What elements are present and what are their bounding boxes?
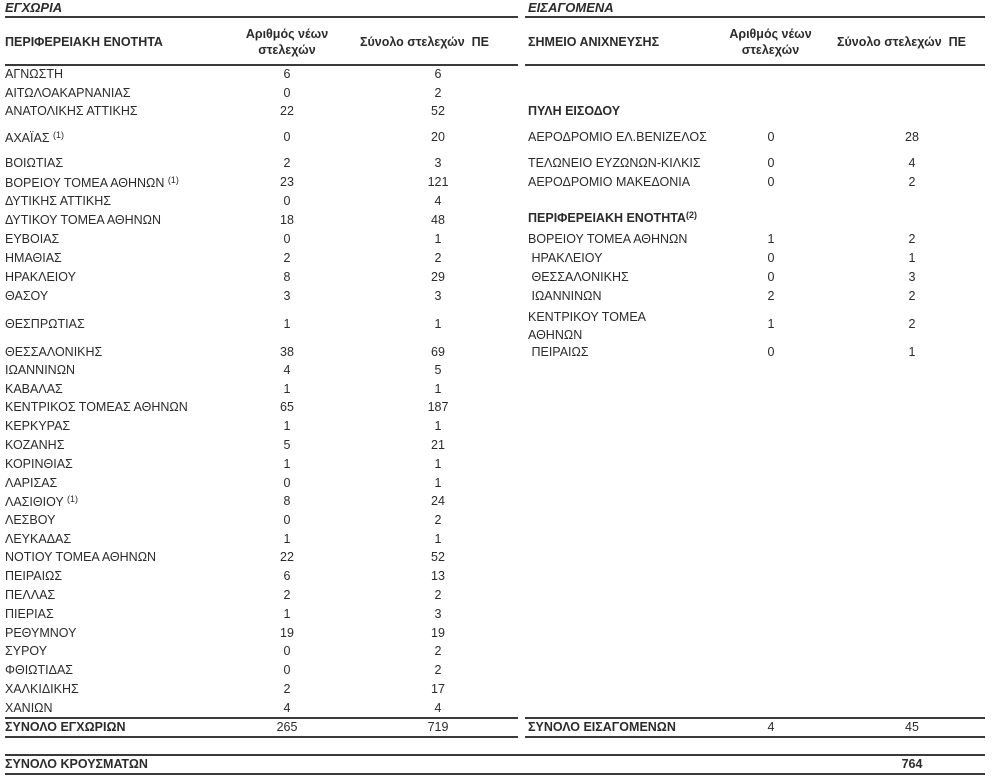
domestic-total-bottom-rule xyxy=(5,736,518,738)
new-strains-value: 1 xyxy=(283,607,291,621)
region-name-text: ΔΥΤΙΚΗΣ ΑΤΤΙΚΗΣ xyxy=(5,194,111,208)
total-strains-value: 1 xyxy=(908,251,916,265)
region-name xyxy=(5,382,63,396)
total-strains-value: 2 xyxy=(908,175,916,189)
domestic-title-rule xyxy=(5,16,518,18)
new-strains-value: 2 xyxy=(283,682,291,696)
new-strains-value: 1 xyxy=(283,317,291,331)
region-name xyxy=(5,419,70,433)
total-strains-value: 187 xyxy=(427,400,449,414)
total-strains-value: 1 xyxy=(434,382,442,396)
new-strains-value: 1 xyxy=(283,419,291,433)
total-strains-value: 19 xyxy=(431,626,445,640)
region-name-text: ΠΕΛΛΑΣ xyxy=(5,588,56,602)
region-name-text: ΘΕΣΠΡΩΤΙΑΣ xyxy=(5,317,85,331)
region-name-text: ΕΥΒΟΙΑΣ xyxy=(5,232,60,246)
imported-header-name: ΣΗΜΕΙΟ ΑΝΙΧΝΕΥΣΗΣ xyxy=(528,35,660,49)
total-strains-value: 2 xyxy=(434,86,442,100)
region-name xyxy=(5,513,55,527)
region-name-text: ΦΘΙΩΤΙΔΑΣ xyxy=(5,663,74,677)
region-name xyxy=(5,317,85,331)
total-strains-value: 2 xyxy=(434,251,442,265)
region-name xyxy=(5,270,76,284)
footnote-marker: (1) xyxy=(67,494,78,504)
new-strains-value: 2 xyxy=(283,156,291,170)
imported-header-total: Σύνολο στελεχών ΠΕ xyxy=(837,35,966,49)
region-name-text: ΧΑΝΙΩΝ xyxy=(5,701,53,715)
region-name xyxy=(5,626,76,640)
new-strains-value: 0 xyxy=(283,513,291,527)
region-name-text: ΚΟΖΑΝΗΣ xyxy=(5,438,65,452)
new-strains-value: 6 xyxy=(283,67,291,81)
region-name xyxy=(5,494,78,509)
region-name xyxy=(5,251,62,265)
total-strains-value: 2 xyxy=(908,232,916,246)
region-name-text: ΛΑΡΙΣΑΣ xyxy=(5,476,58,490)
domestic-header-new: Αριθμός νέων στελεχών xyxy=(245,27,329,57)
total-strains-value: 3 xyxy=(434,607,442,621)
region-name-text: ΒΟΙΩΤΙΑΣ xyxy=(5,156,64,170)
grand-total-value: 764 xyxy=(901,757,923,771)
grand-total-bottom-rule xyxy=(5,773,985,775)
detection-point-name: ΘΕΣΣΑΛΟΝΙΚΗΣ xyxy=(528,270,629,284)
total-strains-value: 6 xyxy=(434,67,442,81)
total-strains-value: 2 xyxy=(908,289,916,303)
region-name xyxy=(5,550,156,564)
group-label xyxy=(528,104,620,118)
region-name xyxy=(5,156,63,170)
region-name-text: ΘΑΣΟΥ xyxy=(5,289,49,303)
region-name xyxy=(5,363,75,377)
total-strains-value: 4 xyxy=(434,701,442,715)
total-strains-value: 2 xyxy=(434,588,442,602)
new-strains-value: 3 xyxy=(283,289,291,303)
imported-total-label: ΣΥΝΟΛΟ ΕΙΣΑΓΟΜΕΝΩΝ xyxy=(528,720,676,734)
total-strains-value: 1 xyxy=(434,457,442,471)
region-name xyxy=(5,289,48,303)
region-name xyxy=(5,701,53,715)
new-strains-value: 22 xyxy=(280,550,294,564)
region-name-text: ΚΕΡΚΥΡΑΣ xyxy=(5,419,71,433)
region-name-text: ΣΥΡΟΥ xyxy=(5,644,48,658)
region-name xyxy=(5,532,71,546)
total-strains-value: 1 xyxy=(434,232,442,246)
region-name-text: ΚΕΝΤΡΙΚΟΣ ΤΟΜΕΑΣ ΑΘΗΝΩΝ xyxy=(5,400,188,414)
domestic-section-title: ΕΓΧΩΡΙΑ xyxy=(5,0,63,15)
region-name-text: ΠΕΙΡΑΙΩΣ xyxy=(5,569,63,583)
detection-point-name: ΑΕΡΟΔΡΟΜΙΟ ΜΑΚΕΔΟΝΙΑ xyxy=(528,175,691,189)
total-strains-value: 4 xyxy=(434,194,442,208)
region-name xyxy=(5,232,59,246)
region-name xyxy=(5,588,55,602)
region-name-text: ΘΕΣΣΑΛΟΝΙΚΗΣ xyxy=(5,345,103,359)
region-name-text: ΑΝΑΤΟΛΙΚΗΣ ΑΤΤΙΚΗΣ xyxy=(5,104,138,118)
detection-point-name: ΑΕΡΟΔΡΟΜΙΟ ΕΛ.ΒΕΝΙΖΕΛΟΣ xyxy=(528,130,707,144)
new-strains-value: 1 xyxy=(283,382,291,396)
region-name-text: ΛΕΥΚΑΔΑΣ xyxy=(5,532,72,546)
footnote-marker: (1) xyxy=(53,130,65,140)
detection-point-name: ΠΕΙΡΑΙΩΣ xyxy=(528,345,589,359)
total-strains-value: 69 xyxy=(431,345,445,359)
new-strains-value: 0 xyxy=(767,251,775,265)
total-strains-value: 1 xyxy=(434,317,442,331)
new-strains-value: 6 xyxy=(283,569,291,583)
new-strains-value: 1 xyxy=(767,317,775,331)
total-strains-value: 121 xyxy=(427,175,449,189)
total-strains-value: 21 xyxy=(431,438,445,452)
imported-total-top-rule xyxy=(525,717,985,719)
new-strains-value: 0 xyxy=(767,156,775,170)
region-name xyxy=(5,194,111,208)
detection-point-name: ΒΟΡΕΙΟΥ ΤΟΜΕΑ ΑΘΗΝΩΝ xyxy=(528,232,688,246)
total-strains-value: 3 xyxy=(908,270,916,284)
region-name xyxy=(5,663,73,677)
region-name-text: ΔΥΤΙΚΟΥ ΤΟΜΕΑ ΑΘΗΝΩΝ xyxy=(5,213,162,227)
region-name xyxy=(5,457,73,471)
new-strains-value: 0 xyxy=(767,130,775,144)
total-strains-value: 3 xyxy=(434,289,442,303)
new-strains-value: 0 xyxy=(767,345,775,359)
new-strains-value: 19 xyxy=(280,626,294,640)
new-strains-value: 22 xyxy=(280,104,294,118)
new-strains-value: 1 xyxy=(767,232,775,246)
new-strains-value: 0 xyxy=(283,194,291,208)
detection-point-name: ΚΕΝΤΡΙΚΟΥ ΤΟΜΕΑ ΑΘΗΝΩΝ xyxy=(528,310,646,342)
footnote-marker: (1) xyxy=(167,175,179,185)
new-strains-value: 0 xyxy=(283,86,291,100)
new-strains-value: 0 xyxy=(283,232,291,246)
detection-point-name: ΤΕΛΩΝΕΙΟ ΕΥΖΩΝΩΝ-ΚΙΛΚΙΣ xyxy=(528,156,701,170)
domestic-total-new: 265 xyxy=(276,720,298,734)
region-name xyxy=(5,438,64,452)
total-strains-value: 52 xyxy=(431,104,445,118)
region-name-text: ΑΓΝΩΣΤΗ xyxy=(5,67,63,81)
domestic-header-rule xyxy=(5,64,518,66)
total-strains-value: 48 xyxy=(431,213,445,227)
region-name-text: ΚΟΡΙΝΘΙΑΣ xyxy=(5,457,73,471)
region-name-text: ΡΕΘΥΜΝΟΥ xyxy=(5,626,77,640)
region-name xyxy=(5,476,57,490)
region-name xyxy=(5,345,102,359)
group-label-text: ΠΥΛΗ ΕΙΣΟΔΟΥ xyxy=(528,104,621,118)
domestic-header-total: Σύνολο στελεχών ΠΕ xyxy=(360,35,489,49)
domestic-total-total: 719 xyxy=(427,720,449,734)
new-strains-value: 38 xyxy=(280,345,294,359)
new-strains-value: 4 xyxy=(283,363,291,377)
total-strains-value: 13 xyxy=(431,569,445,583)
new-strains-value: 2 xyxy=(283,251,291,265)
region-name-text: ΚΑΒΑΛΑΣ xyxy=(5,382,63,396)
total-strains-value: 2 xyxy=(434,663,442,677)
new-strains-value: 0 xyxy=(283,130,291,144)
region-name-text: ΗΜΑΘΙΑΣ xyxy=(5,251,62,265)
total-strains-value: 4 xyxy=(908,156,916,170)
domestic-header-name: ΠΕΡΙΦΕΡΕΙΑΚΗ ΕΝΟΤΗΤΑ xyxy=(5,35,163,49)
domestic-total-label: ΣΥΝΟΛΟ ΕΓΧΩΡΙΩΝ xyxy=(5,720,126,734)
new-strains-value: 2 xyxy=(283,588,291,602)
total-strains-value: 5 xyxy=(434,363,442,377)
region-name xyxy=(5,400,188,414)
new-strains-value: 8 xyxy=(283,494,291,508)
imported-section-title: ΕΙΣΑΓΟΜΕΝΑ xyxy=(528,0,614,15)
total-strains-value: 24 xyxy=(431,494,445,508)
group-label xyxy=(528,210,697,225)
total-strains-value: 2 xyxy=(908,317,916,331)
new-strains-value: 1 xyxy=(283,532,291,546)
region-name-text: ΙΩΑΝΝΙΝΩΝ xyxy=(5,363,76,377)
region-name xyxy=(5,213,161,227)
new-strains-value: 18 xyxy=(280,213,294,227)
region-name-text: ΗΡΑΚΛΕΙΟΥ xyxy=(5,270,76,284)
new-strains-value: 5 xyxy=(283,438,291,452)
new-strains-value: 65 xyxy=(280,400,294,414)
domestic-total-top-rule xyxy=(5,717,518,719)
region-name-text: ΠΙΕΡΙΑΣ xyxy=(5,607,54,621)
detection-point-name: ΗΡΑΚΛΕΙΟΥ xyxy=(528,251,603,265)
total-strains-value: 2 xyxy=(434,644,442,658)
imported-header-new: Αριθμός νέων στελεχών xyxy=(729,27,812,57)
total-strains-value: 2 xyxy=(434,513,442,527)
imported-title-rule xyxy=(525,16,985,18)
imported-total-new: 4 xyxy=(767,720,775,734)
new-strains-value: 0 xyxy=(767,175,775,189)
region-name-text: ΑΙΤΩΛΟΑΚΑΡΝΑΝΙΑΣ xyxy=(5,86,131,100)
total-strains-value: 1 xyxy=(908,345,916,359)
region-name-text: ΑΧΑΪΑΣ xyxy=(5,131,50,145)
region-name-text: ΒΟΡΕΙΟΥ ΤΟΜΕΑ ΑΘΗΝΩΝ xyxy=(5,176,165,190)
imported-header-rule xyxy=(525,64,985,66)
new-strains-value: 0 xyxy=(283,476,291,490)
total-strains-value: 3 xyxy=(434,156,442,170)
detection-point-name: ΙΩΑΝΝΙΝΩΝ xyxy=(528,289,602,303)
imported-total-total: 45 xyxy=(905,720,919,734)
total-strains-value: 17 xyxy=(431,682,445,696)
total-strains-value: 1 xyxy=(434,476,442,490)
new-strains-value: 0 xyxy=(283,644,291,658)
region-name xyxy=(5,644,47,658)
total-strains-value: 20 xyxy=(431,130,445,144)
region-name xyxy=(5,569,62,583)
region-name-text: ΛΕΣΒΟΥ xyxy=(5,513,56,527)
total-strains-value: 29 xyxy=(431,270,445,284)
grand-total-top-rule xyxy=(5,754,985,756)
group-label-text: ΠΕΡΙΦΕΡΕΙΑΚΗ ΕΝΟΤΗΤΑ xyxy=(528,211,686,225)
total-strains-value: 52 xyxy=(431,550,445,564)
region-name xyxy=(5,175,179,190)
region-name-text: ΧΑΛΚΙΔΙΚΗΣ xyxy=(5,682,79,696)
total-strains-value: 28 xyxy=(905,130,919,144)
new-strains-value: 1 xyxy=(283,457,291,471)
grand-total-label: ΣΥΝΟΛΟ ΚΡΟΥΣΜΑΤΩΝ xyxy=(5,757,148,771)
region-name xyxy=(5,104,138,118)
new-strains-value: 8 xyxy=(283,270,291,284)
new-strains-value: 2 xyxy=(767,289,775,303)
imported-total-bottom-rule xyxy=(525,736,985,738)
total-strains-value: 1 xyxy=(434,532,442,546)
region-name xyxy=(5,682,79,696)
region-name xyxy=(5,86,130,100)
new-strains-value: 0 xyxy=(767,270,775,284)
footnote-marker: (2) xyxy=(685,210,697,220)
new-strains-value: 4 xyxy=(283,701,291,715)
region-name-text: ΛΑΣΙΘΙΟΥ xyxy=(5,495,64,509)
region-name xyxy=(5,607,54,621)
region-name xyxy=(5,130,64,145)
new-strains-value: 0 xyxy=(283,663,291,677)
total-strains-value: 1 xyxy=(434,419,442,433)
region-name xyxy=(5,67,63,81)
new-strains-value: 23 xyxy=(280,175,294,189)
region-name-text: ΝΟΤΙΟΥ ΤΟΜΕΑ ΑΘΗΝΩΝ xyxy=(5,550,157,564)
